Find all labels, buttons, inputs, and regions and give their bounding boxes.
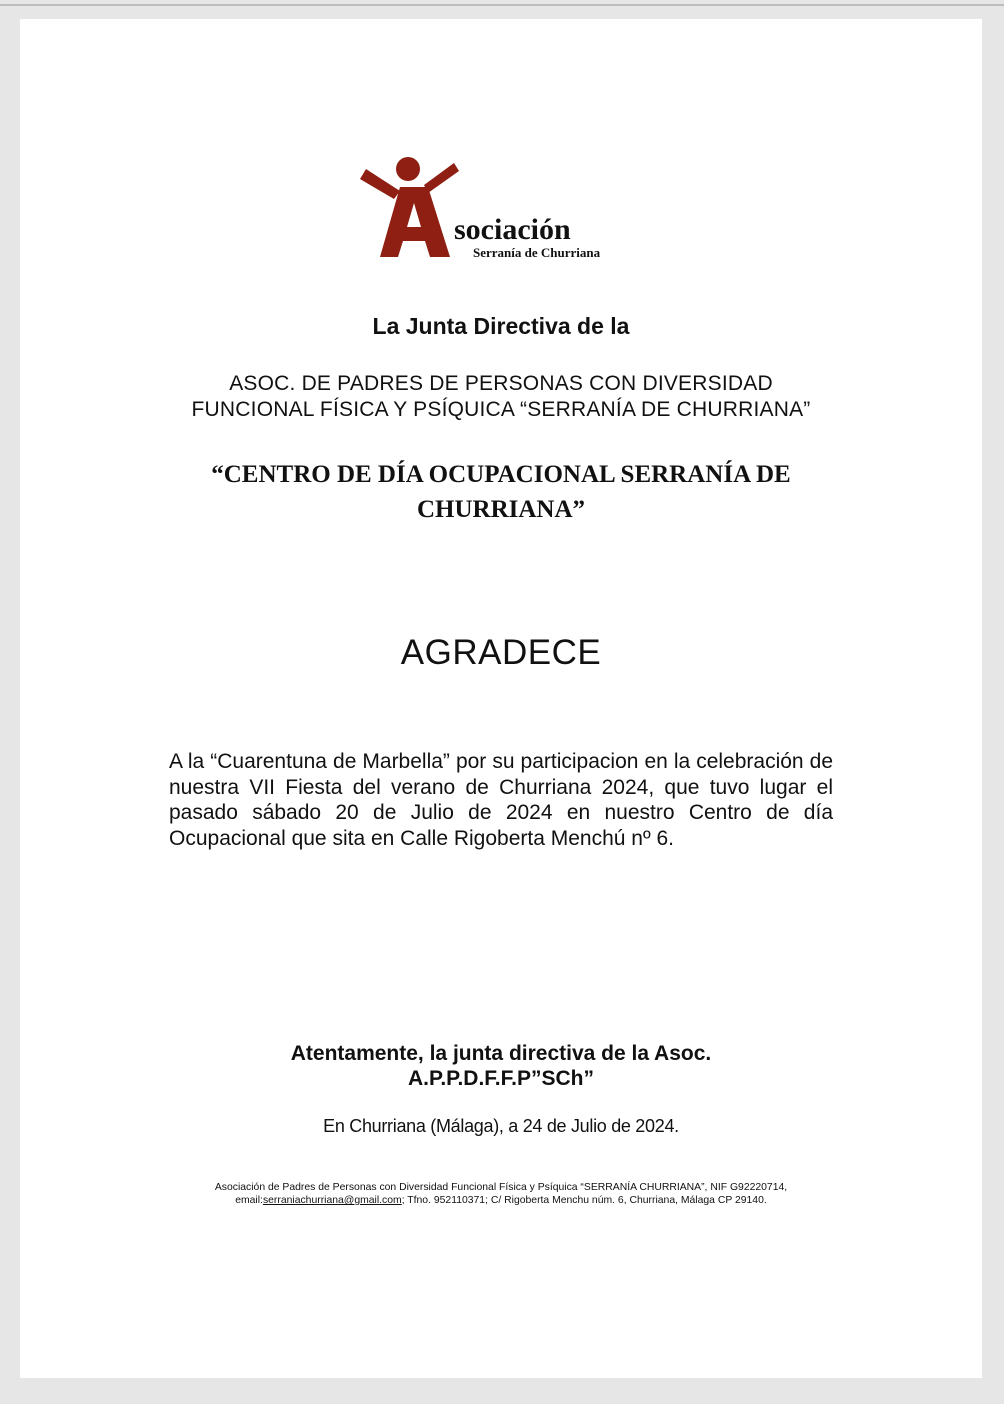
closing-line: A.P.P.D.F.F.P”SCh”	[408, 1067, 594, 1090]
footer-info	[20, 1181, 982, 1207]
logo-head	[396, 157, 420, 181]
email-link[interactable]: serraniachurriana@gmail.com	[262, 1195, 402, 1206]
logo-letter-a	[380, 187, 450, 257]
center-name-line: CHURRIANA”	[416, 496, 586, 523]
logo-left-arm	[360, 169, 400, 199]
center-name	[20, 457, 982, 527]
document-page	[20, 19, 982, 1378]
document-heading: La Junta Directiva de la	[372, 313, 630, 339]
agradece-title: AGRADECE	[400, 633, 602, 672]
association-name-line: ASOC. DE PADRES DE PERSONAS CON DIVERSIDAD	[229, 372, 773, 395]
logo-right-arm	[424, 163, 459, 193]
association-logo	[358, 155, 638, 261]
logo-main-text: sociación	[454, 213, 571, 246]
footer-email-prefix: email:	[235, 1195, 263, 1206]
logo-sub-text: Serranía de Churriana	[473, 245, 601, 260]
closing-signature	[20, 1041, 982, 1091]
footer-contact-rest: ; Tfno. 952110371; C/ Rigoberta Menchu núm. 6, Churriana, Málaga CP 29140.	[401, 1195, 767, 1206]
body-paragraph: A la “Cuarentuna de Marbella” por su participacion en la celebración de nuestra VII Fiesta del verano de Churriana 2024, que tuvo lugar el pasado sábado 20 de Julio de 2024 en nuestro Centro de día Ocupacional que sita en Calle Rigoberta Menchú nº 6.	[169, 750, 833, 850]
footer-line-2	[20, 1194, 982, 1207]
date-line: En Churriana (Málaga), a 24 de Julio de 2024.	[323, 1116, 679, 1136]
footer-line-1: Asociación de Padres de Personas con Diversidad Funcional Física y Psíquica “SERRANÍA CHURRIANA”, NIF G92220714,	[214, 1182, 788, 1193]
closing-line: Atentamente, la junta directiva de la Asoc.	[290, 1042, 712, 1065]
association-name	[20, 371, 982, 423]
top-divider	[0, 4, 1004, 6]
association-name-line: FUNCIONAL FÍSICA Y PSÍQUICA “SERRANÍA DE CHURRIANA”	[191, 398, 811, 421]
center-name-line: “CENTRO DE DÍA OCUPACIONAL SERRANÍA DE	[211, 461, 791, 488]
